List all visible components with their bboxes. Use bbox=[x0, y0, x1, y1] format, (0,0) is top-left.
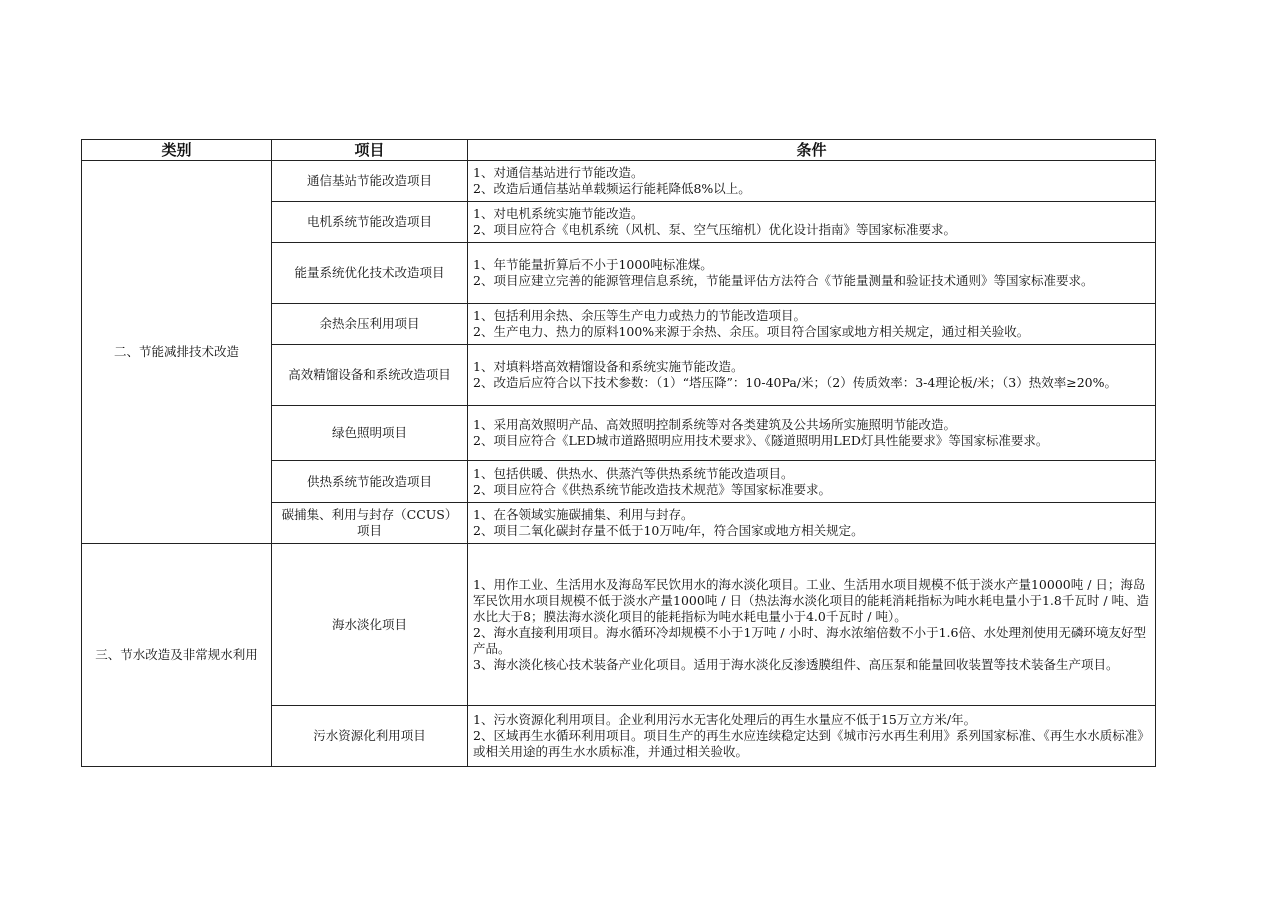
item-cell: 电机系统节能改造项目 bbox=[272, 202, 468, 243]
condition-line: 2、项目应建立完善的能源管理信息系统，节能量评估方法符合《节能量测量和验证技术通则》等国家标准要求。 bbox=[473, 273, 1094, 288]
condition-cell bbox=[468, 202, 1156, 243]
policy-table bbox=[81, 139, 1156, 767]
condition-cell bbox=[468, 461, 1156, 503]
condition-cell bbox=[468, 406, 1156, 461]
condition-line: 1、对填料塔高效精馏设备和系统实施节能改造。 bbox=[473, 359, 744, 374]
condition-line: 2、海水直接利用项目。海水循环冷却规模不小于1万吨 / 小时、海水浓缩倍数不小于1.6倍、水处理剂使用无磷环境友好型产品。 bbox=[473, 624, 1146, 656]
condition-cell bbox=[468, 243, 1156, 304]
condition-line: 2、生产电力、热力的原料100%来源于余热、余压。项目符合国家或地方相关规定，通过相关验收。 bbox=[473, 324, 1030, 339]
item-cell: 碳捕集、利用与封存（CCUS）项目 bbox=[272, 503, 468, 544]
item-cell: 供热系统节能改造项目 bbox=[272, 461, 468, 503]
header-condition: 条件 bbox=[468, 140, 1156, 161]
condition-line: 1、采用高效照明产品、高效照明控制系统等对各类建筑及公共场所实施照明节能改造。 bbox=[473, 417, 956, 432]
condition-line: 2、项目二氧化碳封存量不低于10万吨/年，符合国家或地方相关规定。 bbox=[473, 523, 864, 538]
item-cell: 绿色照明项目 bbox=[272, 406, 468, 461]
condition-line: 2、项目应符合《LED城市道路照明应用技术要求》、《隧道照明用LED灯具性能要求》等国家标准要求。 bbox=[473, 433, 1049, 448]
item-cell: 通信基站节能改造项目 bbox=[272, 161, 468, 202]
item-cell: 能量系统优化技术改造项目 bbox=[272, 243, 468, 304]
header-category: 类别 bbox=[82, 140, 272, 161]
table-row bbox=[82, 544, 1156, 706]
item-cell: 海水淡化项目 bbox=[272, 544, 468, 706]
condition-line: 1、用作工业、生活用水及海岛军民饮用水的海水淡化项目。工业、生活用水项目规模不低于淡水产量10000吨 / 日；海岛军民饮用水项目规模不低于淡水产量1000吨 / 日（热法海水淡化项目的能耗消耗指标为吨水耗电量小于1.8千瓦时 / 吨、造水比大于8；膜法海水淡化项目的能耗指标为吨水耗电量小于4.0千瓦时 / 吨）。 bbox=[473, 576, 1150, 624]
condition-line: 2、改造后应符合以下技术参数：（1）“塔压降”：10-40Pa/米；（2）传质效率：3-4理论板/米；（3）热效率≥20%。 bbox=[473, 375, 1117, 390]
condition-cell bbox=[468, 161, 1156, 202]
item-cell: 高效精馏设备和系统改造项目 bbox=[272, 345, 468, 406]
category-cell: 三、节水改造及非常规水利用 bbox=[82, 544, 272, 767]
condition-cell bbox=[468, 345, 1156, 406]
condition-line: 2、改造后通信基站单载频运行能耗降低8%以上。 bbox=[473, 181, 751, 196]
condition-line: 1、对电机系统实施节能改造。 bbox=[473, 206, 644, 221]
condition-line: 2、项目应符合《电机系统（风机、泵、空气压缩机）优化设计指南》等国家标准要求。 bbox=[473, 222, 956, 237]
condition-line: 2、区域再生水循环利用项目。项目生产的再生水应连续稳定达到《城市污水再生利用》系列国家标准、《再生水水质标准》或相关用途的再生水水质标准，并通过相关验收。 bbox=[473, 728, 1150, 759]
condition-cell bbox=[468, 503, 1156, 544]
condition-line: 1、年节能量折算后不小于1000吨标准煤。 bbox=[473, 257, 713, 272]
item-cell: 余热余压利用项目 bbox=[272, 304, 468, 345]
condition-cell bbox=[468, 544, 1156, 706]
condition-cell bbox=[468, 304, 1156, 345]
header-row bbox=[82, 140, 1156, 161]
header-item: 项目 bbox=[272, 140, 468, 161]
table-row bbox=[82, 161, 1156, 202]
condition-line: 2、项目应符合《供热系统节能改造技术规范》等国家标准要求。 bbox=[473, 481, 831, 497]
category-cell: 二、节能减排技术改造 bbox=[82, 161, 272, 544]
condition-line: 1、污水资源化利用项目。企业利用污水无害化处理后的再生水量应不低于15万立方米/年。 bbox=[473, 712, 977, 727]
condition-cell bbox=[468, 706, 1156, 767]
condition-line: 1、对通信基站进行节能改造。 bbox=[473, 165, 644, 180]
item-cell: 污水资源化利用项目 bbox=[272, 706, 468, 767]
condition-line: 1、包括利用余热、余压等生产电力或热力的节能改造项目。 bbox=[473, 308, 806, 323]
condition-line: 1、包括供暖、供热水、供蒸汽等供热系统节能改造项目。 bbox=[473, 465, 794, 481]
condition-line: 3、海水淡化核心技术装备产业化项目。适用于海水淡化反渗透膜组件、高压泵和能量回收装置等技术装备生产项目。 bbox=[473, 656, 1119, 672]
condition-line: 1、在各领域实施碳捕集、利用与封存。 bbox=[473, 507, 694, 522]
